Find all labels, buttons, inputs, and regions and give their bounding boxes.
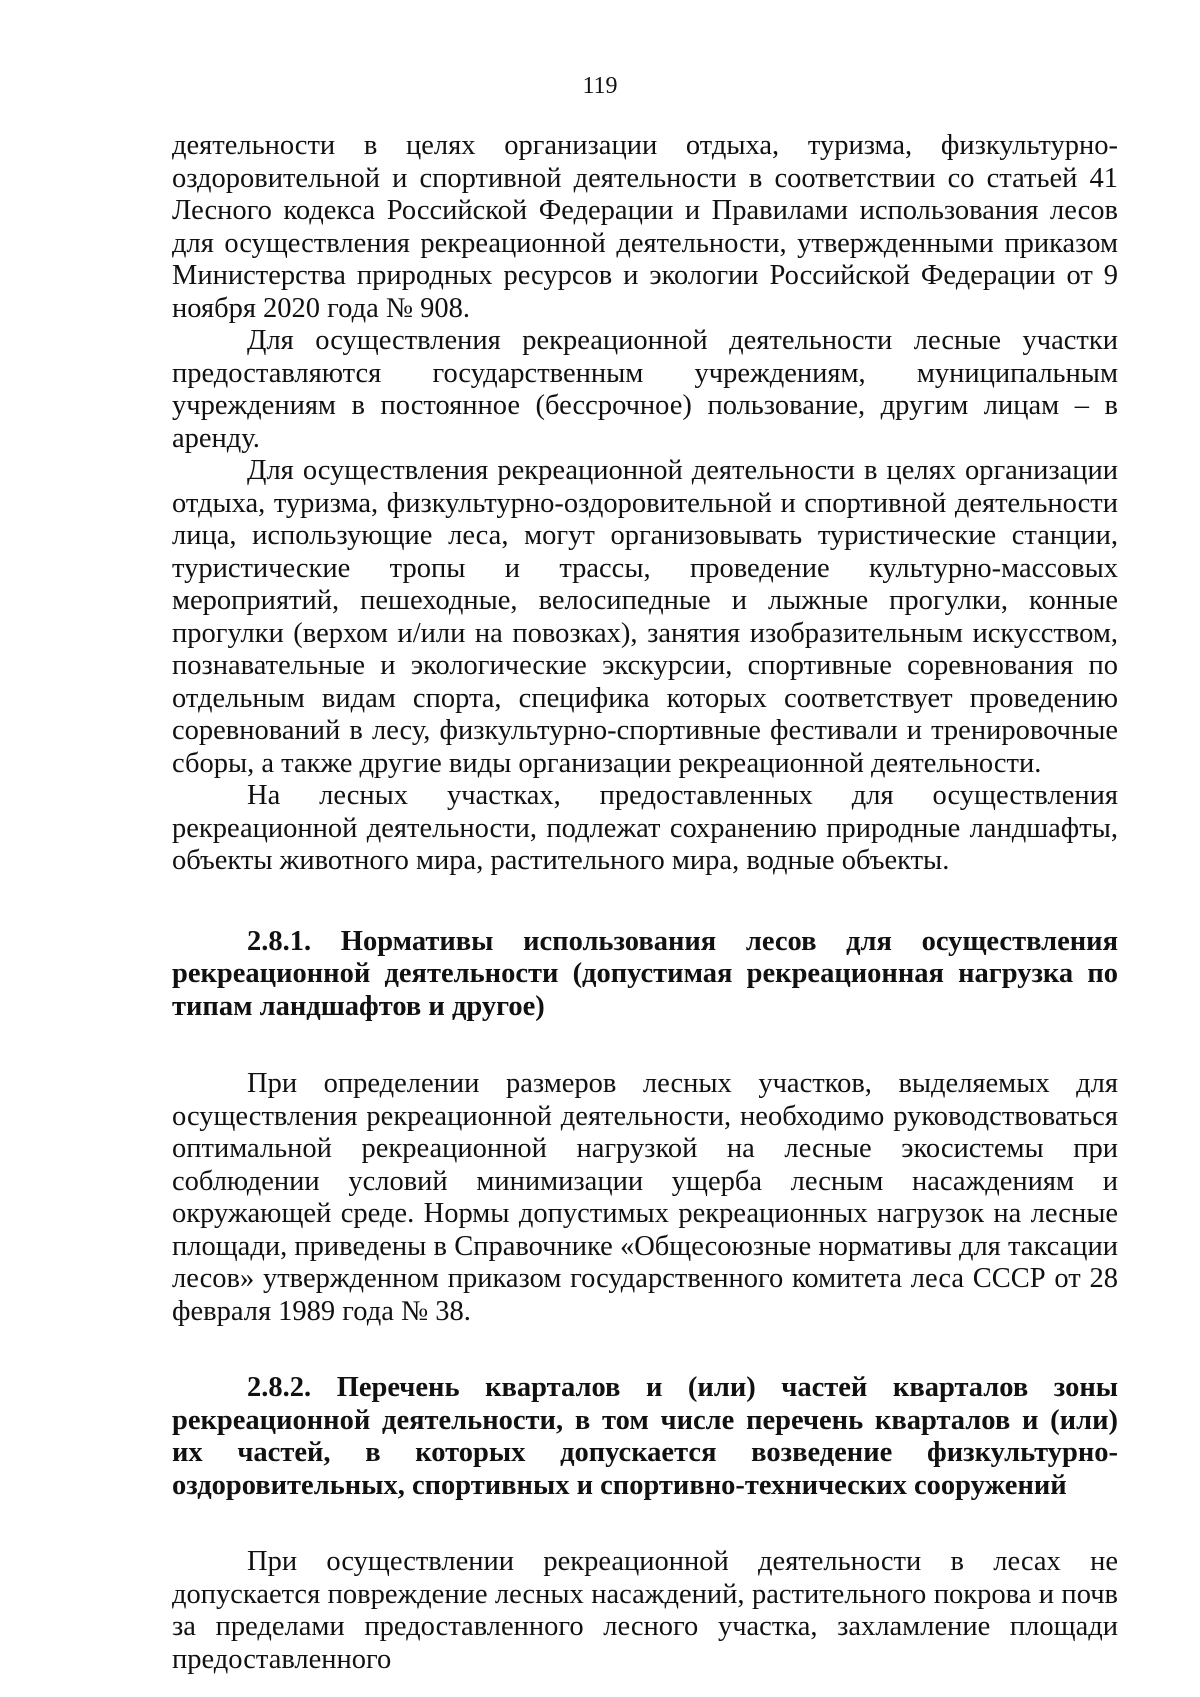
paragraph: Для осуществления рекреационной деятельности лесные участки предоставляются государственным учреждениям, муниципальным учреждениям в постоянное (бессрочное) пользование, другим лицам – в аренду. [172,325,1118,454]
spacer [172,1023,1118,1068]
paragraph: Для осуществления рекреационной деятельности в целях организации отдыха, туризма, физкультурно-оздоровительной и спортивной деятельности лица, использующие леса, могут организовывать туристические станции, туристические тропы и трассы, проведение культурно-массовых мероприятий, пешеходные, велосипедные и лыжные прогулки, конные прогулки (верхом и/или на повозках), занятия изобразительным искусством, познавательные и экологические экскурсии, спортивные соревнования по отдельным видам спорта, специфика которых соответствует проведению соревнований в лесу, физкультурно-спортивные фестивали и тренировочные сборы, а также другие виды организации рекреационной деятельности. [172,455,1118,779]
document-body [172,130,1118,1676]
paragraph: При определении размеров лесных участков, выделяемых для осуществления рекреационной деятельности, необходимо руководствоваться оптимальной рекреационной нагрузкой на лесные экосистемы при соблюдении условий минимизации ущерба лесным насаждениям и окружающей среде. Нормы допустимых рекреационных нагрузок на лесные площади, приведены в Справочнике «Общесоюзные нормативы для таксации лесов» утвержденном приказом государственного комитета леса СССР от 28 февраля 1989 года № 38. [172,1068,1118,1327]
paragraph: На лесных участках, предоставленных для осуществления рекреационной деятельности, подлежат сохранению природные ландшафты, объекты животного мира, растительного мира, водные объекты. [172,780,1118,876]
paragraph: деятельности в целях организации отдыха, туризма, физкультурно-оздоровительной и спортивной деятельности в соответствии со статьей 41 Лесного кодекса Российской Федерации и Правилами использования лесов для осуществления рекреационной деятельности, утвержденными приказом Министерства природных ресурсов и экологии Российской Федерации от 9 ноября 2020 года № 908. [172,130,1118,324]
page-number: 119 [582,73,618,99]
section-heading-2-8-1: 2.8.1. Нормативы использования лесов для осуществления рекреационной деятельности (допустимая рекреационная нагрузка по типам ландшафтов и другое) [172,925,1118,1022]
spacer [172,878,1118,926]
spacer [172,1502,1118,1546]
paragraph: При осуществлении рекреационной деятельности в лесах не допускается повреждение лесных насаждений, растительного покрова и почв за пределами предоставленного лесного участка, захламление площади предоставленного [172,1546,1118,1675]
spacer [172,1328,1118,1372]
section-heading-2-8-2: 2.8.2. Перечень кварталов и (или) частей кварталов зоны рекреационной деятельности, в том числе перечень кварталов и (или) их частей, в которых допускается возведение физкультурно-оздоровительных, спортивных и спортивно-технических сооружений [172,1372,1118,1501]
